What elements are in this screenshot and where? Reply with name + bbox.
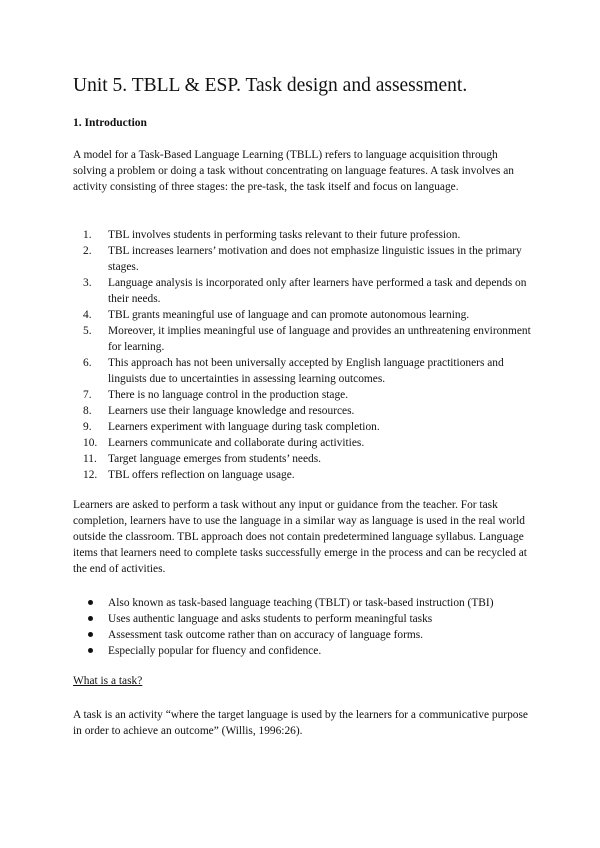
bullet-item — [73, 611, 533, 627]
list-item — [73, 419, 533, 435]
subheading: What is a task? — [73, 675, 143, 687]
list-item — [73, 243, 533, 275]
list-item — [73, 307, 533, 323]
list-number: 7. — [83, 389, 92, 401]
bullet-text: Also known as task-based language teaching (TBLT) or task-based instruction (TBI) — [108, 597, 494, 609]
list-item — [73, 275, 533, 307]
bullet-text: Especially popular for fluency and confidence. — [108, 645, 322, 657]
list-text: There is no language control in the production stage. — [108, 389, 349, 401]
list-text: Target language emerges from students’ needs. — [108, 453, 322, 465]
numbered-list — [73, 227, 533, 483]
bullet-list — [73, 595, 533, 659]
bullet-dot-icon — [88, 600, 93, 605]
list-text: TBL offers reflection on language usage. — [108, 469, 295, 481]
bullet-dot-icon — [88, 616, 93, 621]
list-text: Language analysis is incorporated only after learners have performed a task and depends on their needs. — [108, 277, 527, 305]
body-paragraph: Learners are asked to perform a task without any input or guidance from the teacher. For task completion, learners have to use the language in a similar way as language is used in the real world outside the classroom. TBL approach does not contain predetermined language syllabus. Language items that learners need to complete tasks successfully emerge in the process and can be recycled at the end of activities. — [73, 499, 527, 575]
bullet-text: Assessment task outcome rather than on accuracy of language forms. — [108, 629, 424, 641]
list-number: 12. — [83, 469, 98, 481]
document-title: Unit 5. TBLL & ESP. Task design and assessment. — [73, 75, 468, 96]
list-text: TBL increases learners’ motivation and does not emphasize linguistic issues in the primary stages. — [108, 245, 522, 273]
list-item — [73, 323, 533, 355]
bullet-text: Uses authentic language and asks students to perform meaningful tasks — [108, 613, 433, 625]
list-text: Learners communicate and collaborate during activities. — [108, 437, 365, 449]
list-text: This approach has not been universally accepted by English language practitioners and linguists due to uncertainties in assessing learning outcomes. — [108, 357, 504, 385]
list-item — [73, 387, 533, 403]
bullet-item — [73, 595, 533, 611]
definition-paragraph: A task is an activity “where the target language is used by the learners for a communicative purpose in order to achieve an outcome” (Willis, 1996:26). — [73, 709, 528, 737]
list-number: 8. — [83, 405, 92, 417]
list-text: Learners use their language knowledge and resources. — [108, 405, 355, 417]
list-number: 9. — [83, 421, 92, 433]
list-number: 1. — [83, 229, 92, 241]
list-item — [73, 227, 533, 243]
bullet-item — [73, 627, 533, 643]
list-number: 3. — [83, 277, 92, 289]
bullet-item — [73, 643, 533, 659]
bullet-dot-icon — [88, 648, 93, 653]
list-number: 5. — [83, 325, 92, 337]
list-text: Moreover, it implies meaningful use of language and provides an unthreatening environment for learning. — [108, 325, 531, 353]
list-text: Learners experiment with language during task completion. — [108, 421, 380, 433]
list-text: TBL grants meaningful use of language and can promote autonomous learning. — [108, 309, 470, 321]
list-item — [73, 451, 533, 467]
list-number: 4. — [83, 309, 92, 321]
intro-paragraph: A model for a Task-Based Language Learning (TBLL) refers to language acquisition through solving a problem or doing a task without concentrating on language features. A task involves an activity consisting of three stages: the pre-task, the task itself and focus on language. — [73, 149, 514, 193]
list-item — [73, 435, 533, 451]
bullet-dot-icon — [88, 632, 93, 637]
list-number: 11. — [83, 453, 97, 465]
list-number: 6. — [83, 357, 92, 369]
section-heading: 1. Introduction — [73, 117, 147, 129]
list-number: 2. — [83, 245, 92, 257]
list-number: 10. — [83, 437, 98, 449]
list-item — [73, 355, 533, 387]
list-item — [73, 467, 533, 483]
list-item — [73, 403, 533, 419]
list-text: TBL involves students in performing tasks relevant to their future profession. — [108, 229, 461, 241]
